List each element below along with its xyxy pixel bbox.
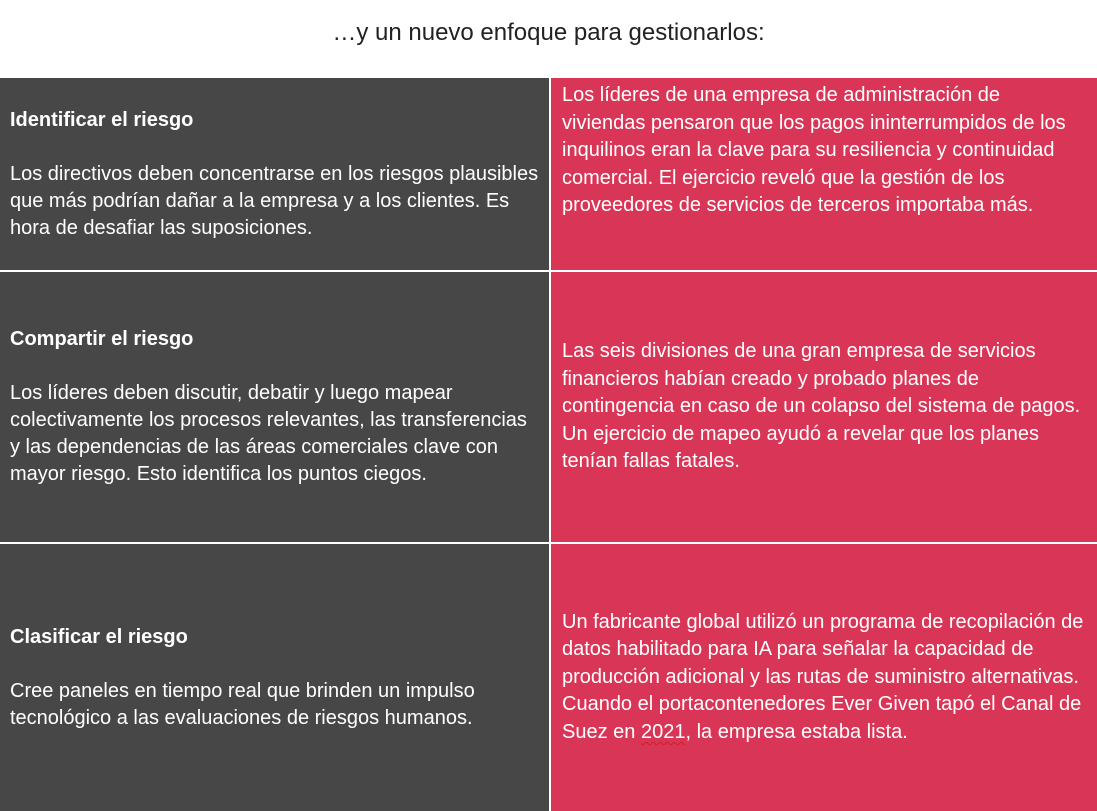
- approach-cell: [0, 544, 549, 811]
- example-text-end: , la empresa estaba lista.: [685, 720, 908, 743]
- example-cell: [551, 544, 1097, 811]
- risk-approach-table: [0, 78, 1097, 811]
- approach-heading: Identificar el riesgo: [10, 108, 194, 131]
- approach-heading: Clasificar el riesgo: [10, 625, 188, 648]
- example-cell: [551, 78, 1097, 270]
- approach-description: Cree paneles en tiempo real que brinden un impulso tecnológico a las evaluaciones de riesgos humanos.: [10, 679, 475, 729]
- spellcheck-flagged-year: 2021: [640, 720, 686, 743]
- example-cell: [551, 272, 1097, 542]
- table-row-share: [0, 272, 1097, 542]
- approach-cell: [0, 272, 549, 542]
- approach-cell: [0, 78, 549, 270]
- page-title: …y un nuevo enfoque para gestionarlos:: [332, 19, 765, 46]
- table-row-identify: [0, 78, 1097, 270]
- example-text: Los líderes de una empresa de administración de viviendas pensaron que los pagos ininterrumpidos de los inquilinos eran la clave para su resiliencia y continuidad comercial. El ejercicio reveló que la gestión de los proveedores de servicios de terceros importaba más.: [562, 84, 1066, 216]
- table-row-classify: [0, 544, 1097, 811]
- example-text: Las seis divisiones de una gran empresa de servicios financieros habían creado y probado planes de contingencia en caso de un colapso del sistema de pagos. Un ejercicio de mapeo ayudó a revelar que los planes tenían fallas fatales.: [562, 340, 1081, 473]
- example-text-start: Un fabricante global utilizó un programa de recopilación de datos habilitado para IA para señalar la capacidad de producción adicional y las rutas de suministro alternativas. Cuando el portacontenedores Ever Given tapó el Canal de Suez en: [562, 610, 1084, 743]
- approach-heading: Compartir el riesgo: [10, 328, 194, 350]
- example-text: [562, 609, 1087, 747]
- approach-description: Los líderes deben discutir, debatir y luego mapear colectivamente los procesos relevantes, las transferencias y las dependencias de las áreas comerciales clave con mayor riesgo. Esto identifica los puntos ciegos.: [10, 382, 527, 485]
- approach-description: Los directivos deben concentrarse en los riesgos plausibles que más podrían dañar a la empresa y a los clientes. Es hora de desafiar las suposiciones.: [10, 162, 539, 239]
